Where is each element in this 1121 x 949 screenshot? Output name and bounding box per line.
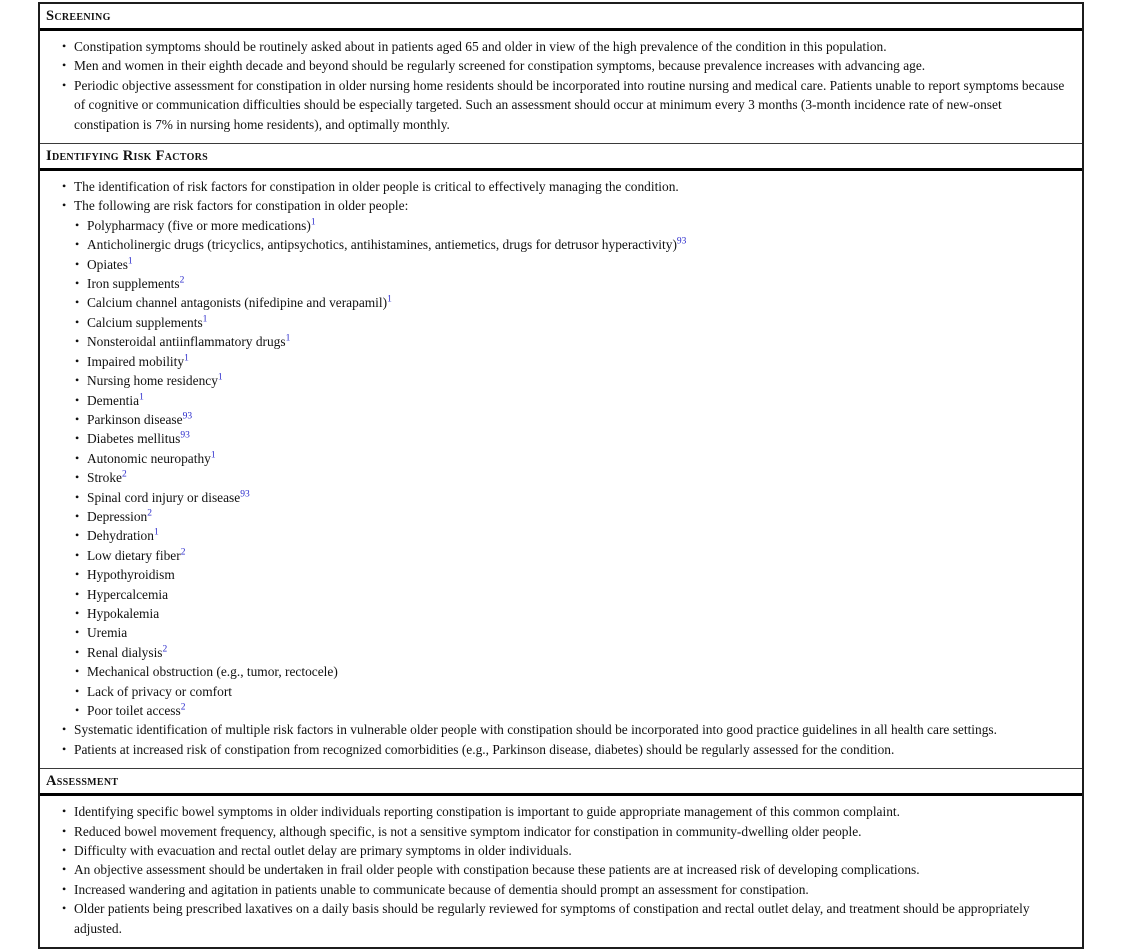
bullet-icon: •	[62, 39, 67, 53]
bullet-icon: •	[62, 823, 67, 838]
list-item-text: Reduced bowel movement frequency, although specific, is not a sensitive symptom indicator for constipation in community-dwelling older people.	[74, 823, 862, 839]
list-item-text: Impaired mobility	[87, 353, 185, 369]
list-item-text: Depression	[87, 508, 148, 524]
list-item	[75, 507, 1070, 526]
bullet-icon: •	[62, 843, 67, 858]
list-item	[75, 468, 1070, 487]
list-item-text: Nonsteroidal antiinflammatory drugs	[87, 334, 286, 350]
bullet-icon: •	[75, 411, 80, 426]
section-header-identifying-risk-factors: Identifying Risk Factors	[40, 143, 1082, 171]
list-item-text: Calcium supplements	[87, 314, 203, 330]
list-item	[75, 662, 1070, 681]
reference-link[interactable]: 93	[676, 236, 687, 247]
risk-factors-list	[40, 171, 1082, 768]
list-item	[75, 293, 1070, 312]
list-item	[75, 235, 1070, 254]
list-item	[75, 216, 1070, 235]
list-item-text: Mechanical obstruction (e.g., tumor, rectocele)	[87, 664, 338, 680]
bullet-icon: •	[62, 881, 67, 896]
list-item-text: Identifying specific bowel symptoms in older individuals reporting constipation is important to guide appropriate management of this common complaint.	[74, 804, 900, 820]
bullet-icon: •	[75, 276, 80, 291]
bullet-icon: •	[75, 392, 80, 407]
reference-link[interactable]: 1	[387, 295, 392, 305]
reference-link[interactable]: 1	[217, 372, 223, 383]
list-item-text: Men and women in their eighth decade and beyond should be regularly screened for constipation symptoms, because prevalence increases with advancing age.	[74, 58, 926, 74]
bullet-icon: •	[62, 804, 67, 819]
list-item	[75, 488, 1070, 507]
list-item-text: Hypothyroidism	[87, 567, 175, 583]
bullet-icon: •	[75, 431, 80, 446]
reference-link[interactable]: 1	[139, 392, 144, 403]
list-item-text: Nursing home residency	[87, 373, 218, 389]
bullet-icon: •	[75, 217, 80, 232]
list-item	[75, 274, 1070, 293]
list-item	[75, 546, 1070, 565]
reference-link[interactable]: 93	[240, 489, 250, 500]
reference-link[interactable]: 2	[162, 644, 168, 655]
bullet-icon: •	[75, 489, 80, 504]
reference-link[interactable]: 93	[182, 411, 193, 422]
list-item	[62, 37, 1070, 56]
list-item-text: Difficulty with evacuation and rectal outlet delay are primary symptoms in older individuals.	[74, 843, 572, 859]
reference-link[interactable]: 1	[127, 256, 133, 267]
bullet-icon: •	[75, 528, 80, 543]
screening-list	[40, 31, 1082, 143]
reference-link[interactable]: 1	[210, 450, 216, 461]
bullet-icon: •	[75, 703, 80, 717]
bullet-icon: •	[75, 470, 80, 485]
list-item	[62, 899, 1070, 938]
section-screening	[40, 4, 1082, 143]
reference-link[interactable]: 2	[121, 469, 127, 480]
list-item	[62, 860, 1070, 879]
list-item-text: Autonomic neuropathy	[87, 450, 211, 466]
list-item-text: Hypokalemia	[87, 605, 160, 621]
list-item-text: Diabetes mellitus	[87, 431, 181, 447]
list-item	[62, 196, 1070, 215]
list-item-text: Low dietary fiber	[87, 547, 181, 563]
bullet-icon: •	[75, 625, 80, 640]
list-item	[62, 841, 1070, 860]
bullet-icon: •	[75, 450, 80, 465]
list-item	[75, 429, 1070, 448]
list-item-text: Hypercalcemia	[87, 586, 169, 602]
list-item	[62, 56, 1070, 75]
bullet-icon: •	[75, 295, 80, 310]
bullet-icon: •	[75, 547, 80, 562]
bullet-icon: •	[62, 741, 67, 756]
list-item	[75, 682, 1070, 701]
list-item-text: Periodic objective assessment for constipation in older nursing home residents should be incorporated into routine nursing and medical care. Patients unable to report symptoms because of cognitive or communication difficulties should be especially targeted. Such an assessment should occur at minimum every 3 months (3-month incidence rate of new-onset constipation is 7% in nursing home residents), and optimally monthly.	[74, 77, 1065, 132]
list-item-text: Dehydration	[87, 528, 154, 544]
list-item-text: Stroke	[87, 470, 122, 486]
list-item-text: Constipation symptoms should be routinely asked about in patients aged 65 and older in view of the high prevalence of the condition in this population.	[74, 39, 887, 54]
list-item	[75, 255, 1070, 274]
list-item-text: Increased wandering and agitation in patients unable to communicate because of dementia should prompt an assessment for constipation.	[74, 881, 809, 897]
list-item	[62, 880, 1070, 899]
list-item	[75, 604, 1070, 623]
bullet-icon: •	[75, 508, 80, 523]
reference-link[interactable]: 1	[310, 217, 316, 228]
reference-link[interactable]: 1	[184, 353, 189, 364]
list-item-text: The following are risk factors for constipation in older people:	[74, 198, 409, 214]
list-item	[75, 565, 1070, 584]
list-item	[62, 177, 1070, 196]
reference-link[interactable]: 1	[285, 333, 291, 344]
list-item-text: Patients at increased risk of constipation from recognized comorbidities (e.g., Parkinson disease, diabetes) should be regularly assessed for the condition.	[74, 741, 895, 757]
list-item	[75, 449, 1070, 468]
list-item	[75, 332, 1070, 351]
bullet-icon: •	[62, 722, 67, 737]
bullet-icon: •	[75, 334, 80, 349]
bullet-icon: •	[75, 567, 80, 582]
list-item-text: Dementia	[87, 392, 140, 408]
list-item-text: Systematic identification of multiple risk factors in vulnerable older people with constipation should be incorporated into good practice guidelines in all health care settings.	[74, 722, 997, 738]
bullet-icon: •	[75, 237, 80, 252]
bullet-icon: •	[62, 179, 67, 194]
list-item	[62, 76, 1070, 134]
list-item-text: Anticholinergic drugs (tricyclics, antipsychotics, antihistamines, antiemetics, drugs for detrusor hyperactivity)	[87, 237, 677, 253]
bullet-icon: •	[75, 373, 80, 388]
list-item	[75, 701, 1070, 720]
list-item-text: Calcium channel antagonists (nifedipine and verapamil)	[87, 295, 388, 311]
reference-link[interactable]: 2	[179, 275, 185, 286]
bullet-icon: •	[62, 77, 67, 92]
list-item-text: Poor toilet access	[87, 703, 181, 718]
section-identifying-risk-factors	[40, 143, 1082, 768]
list-item-text: The identification of risk factors for constipation in older people is critical to effectively managing the condition.	[74, 179, 679, 195]
reference-link[interactable]: 1	[202, 314, 208, 325]
bullet-icon: •	[62, 198, 67, 213]
list-item-text: Older patients being prescribed laxatives on a daily basis should be regularly reviewed for symptoms of constipation and rectal outlet delay, and treatment should be appropriately adjusted.	[74, 901, 1030, 936]
section-header-screening: Screening	[40, 4, 1082, 31]
section-header-assessment: Assessment	[40, 768, 1082, 796]
bullet-icon: •	[62, 901, 67, 916]
bullet-icon: •	[75, 256, 80, 271]
list-item	[75, 643, 1070, 662]
bullet-icon: •	[75, 586, 80, 601]
reference-link[interactable]: 1	[153, 527, 159, 538]
list-item-text: Opiates	[87, 256, 128, 272]
list-item	[75, 391, 1070, 410]
list-item-text: Polypharmacy (five or more medications)	[87, 217, 311, 233]
list-item	[75, 371, 1070, 390]
bullet-icon: •	[75, 664, 80, 679]
list-item	[62, 822, 1070, 841]
list-item-text: Iron supplements	[87, 276, 180, 292]
bullet-icon: •	[62, 58, 67, 73]
list-item	[75, 313, 1070, 332]
reference-link[interactable]: 93	[180, 430, 190, 441]
bullet-icon: •	[75, 605, 80, 620]
list-item	[75, 526, 1070, 545]
bullet-icon: •	[75, 314, 80, 329]
list-item	[62, 720, 1070, 739]
list-item	[75, 410, 1070, 429]
list-item	[62, 740, 1070, 759]
reference-link[interactable]: 2	[180, 547, 186, 558]
list-item-text: Lack of privacy or comfort	[87, 683, 233, 699]
recommendations-table	[38, 2, 1084, 949]
bullet-icon: •	[62, 862, 67, 877]
reference-link[interactable]: 2	[180, 702, 186, 713]
bullet-icon: •	[75, 353, 80, 368]
reference-link[interactable]: 2	[147, 508, 152, 519]
list-item	[75, 585, 1070, 604]
list-item-text: Parkinson disease	[87, 411, 183, 427]
list-item	[75, 352, 1070, 371]
list-item	[75, 623, 1070, 642]
list-item-text: Renal dialysis	[87, 644, 163, 660]
list-item	[62, 802, 1070, 821]
list-item-text: Uremia	[87, 625, 128, 641]
section-assessment	[40, 768, 1082, 947]
list-item-text: An objective assessment should be undertaken in frail older people with constipation because these patients are at increased risk of developing complications.	[74, 862, 920, 878]
bullet-icon: •	[75, 683, 80, 698]
list-item-text: Spinal cord injury or disease	[87, 489, 241, 505]
assessment-list	[40, 796, 1082, 947]
bullet-icon: •	[75, 644, 80, 659]
